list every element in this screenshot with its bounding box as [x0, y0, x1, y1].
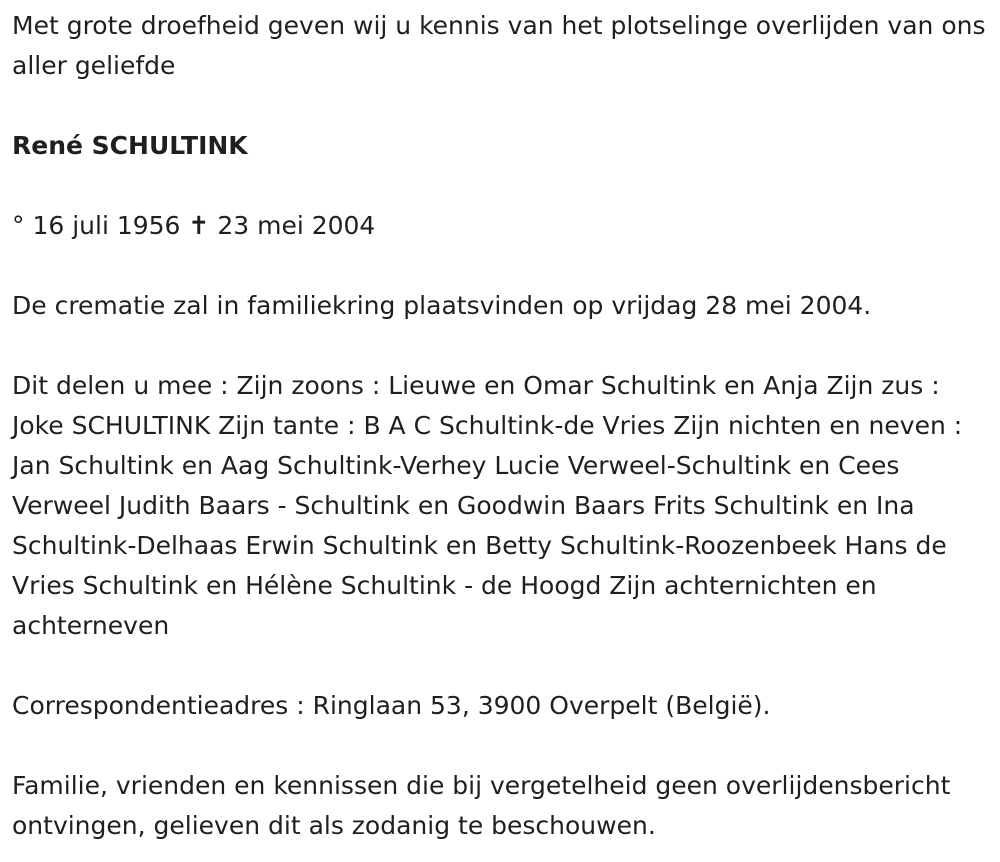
intro-paragraph: Met grote droefheid geven wij u kennis van het plotselinge overlijden van ons aller geliefde — [12, 11, 986, 80]
death-date: 23 mei 2004 — [217, 211, 376, 240]
address-paragraph: Correspondentieadres : Ringlaan 53, 3900 Overpelt (België). — [12, 691, 771, 720]
life-dates — [12, 206, 996, 246]
birth-date: 16 juli 1956 — [32, 211, 181, 240]
death-notice — [12, 6, 996, 846]
family-paragraph: Dit delen u mee : Zijn zoons : Lieuwe en Omar Schultink en Anja Zijn zus : Joke SCHULTINK Zijn tante : B A C Schultink-de Vries Zijn nichten en neven : Jan Schultink en Aag Schultink-Verhey Lucie Verweel-Schultink en Cees Verweel Judith Baars - Schultink en Goodwin Baars Frits Schultink en Ina Schultink-Delhaas Erwin Schultink en Betty Schultink-Roozenbeek Hans de Vries Schultink en Hélène Schultink - de Hoogd Zijn achternichten en achterneven — [12, 371, 963, 640]
closing-paragraph: Familie, vrienden en kennissen die bij vergetelheid geen overlijdensbericht ontvingen, gelieven dit als zodanig te beschouwen. — [12, 771, 951, 840]
cremation-paragraph: De crematie zal in familiekring plaatsvinden op vrijdag 28 mei 2004. — [12, 291, 872, 320]
cross-icon: ✝ — [188, 211, 210, 240]
deceased-name: René SCHULTINK — [12, 131, 248, 160]
birth-symbol: ° — [12, 211, 25, 240]
